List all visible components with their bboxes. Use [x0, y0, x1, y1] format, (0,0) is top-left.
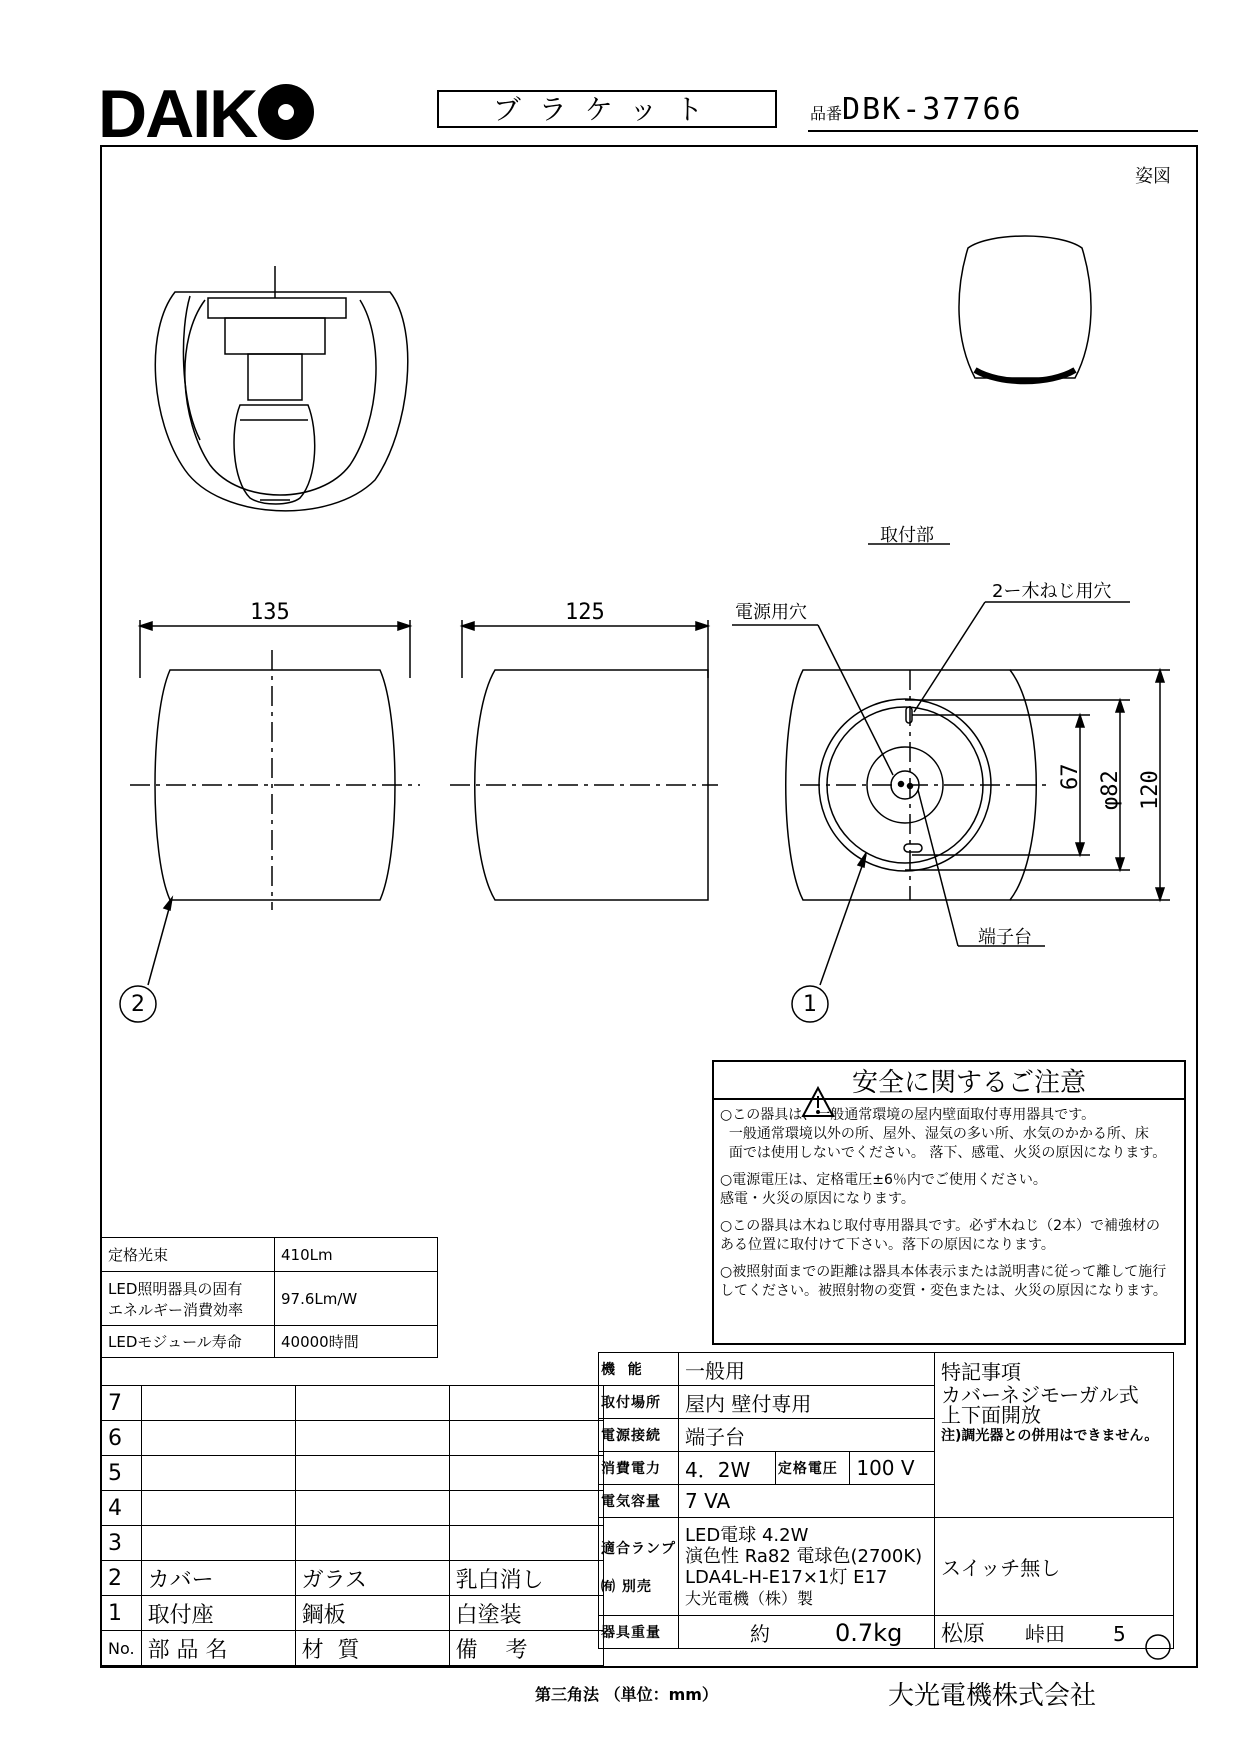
projection-note: 第三角法 （単位：mm） [535, 1685, 718, 1704]
notes-cell [935, 1353, 1174, 1518]
lamp-sold-separately: ㈲ 別売 [601, 1578, 652, 1595]
terminal-label: 端子台 [978, 927, 1032, 948]
weight-label: 器具重量 [599, 1616, 679, 1649]
function-table [598, 1352, 1174, 1649]
lamp-line: 演色性 Ra82 電球色(2700K) [685, 1545, 923, 1567]
mount-place-label: 取付場所 [599, 1386, 679, 1419]
dim-125: 125 [565, 600, 605, 625]
lamp-label: 適合ランプ [601, 1540, 676, 1557]
part-number-value: DBK-37766 [842, 92, 1023, 127]
part-no: 4 [102, 1491, 142, 1526]
drafter: 松原 [941, 1621, 986, 1647]
part-name [141, 1491, 295, 1526]
dim-67: 67 [1058, 763, 1083, 790]
part-name [141, 1526, 295, 1561]
checker: 峠田 [1025, 1621, 1066, 1646]
caution-item: ○この器具は、一般通常環境の屋内壁面取付専用器具です。 一般通常環境以外の所、屋外、湿気の多い所、水気のかかる所、床 面では使用しないでください。 落下、感電、火災の原因になります。 [720, 1107, 1167, 1161]
part-note: 白塗装 [449, 1596, 603, 1631]
caution-item: ○電源電圧は、定格電圧±6％内でご使用ください。 感電・火災の原因になります。 [720, 1172, 1047, 1207]
safety-caution-box [712, 1060, 1186, 1345]
spec-value: 97.6Lm/W [275, 1272, 438, 1326]
part-material [295, 1526, 449, 1561]
lamp-line: LDA4L-H-E17×1灯 E17 [685, 1566, 888, 1588]
company-name: 大光電機株式会社 [888, 1681, 1097, 1711]
callout-2-number: 2 [131, 992, 145, 1017]
part-material [295, 1456, 449, 1491]
small-iso-view [959, 236, 1091, 381]
caution-title [714, 1062, 1184, 1100]
weight-prefix: 約 [750, 1621, 770, 1646]
switch-note: スイッチ無し [935, 1518, 1174, 1616]
function-label: 機 能 [599, 1353, 679, 1386]
caution-title-text: 安全に関するご注意 [851, 1067, 1086, 1098]
part-no: 7 [102, 1386, 142, 1421]
power-value: 4．2W [679, 1452, 776, 1485]
part-note [449, 1526, 603, 1561]
parts-table [101, 1385, 604, 1666]
part-name [141, 1421, 295, 1456]
part-name [141, 1456, 295, 1491]
part-note [449, 1491, 603, 1526]
power-label: 消費電力 [599, 1452, 679, 1485]
spec-table [101, 1237, 438, 1358]
dim-135: 135 [250, 600, 290, 625]
power-hole-label: 電源用穴 [735, 602, 807, 623]
header-no: No. [102, 1631, 142, 1666]
rated-voltage-label: 定格電圧 [775, 1452, 849, 1485]
part-no: 2 [102, 1561, 142, 1596]
part-no: 5 [102, 1456, 142, 1491]
part-note [449, 1456, 603, 1491]
capacity-value: 7 VA [679, 1485, 935, 1518]
header-name: 部 品 名 [141, 1631, 295, 1666]
part-name: 取付座 [141, 1596, 295, 1631]
notes-title: 特記事項 [941, 1360, 1021, 1384]
side-view [450, 620, 718, 900]
lamp-line: 大光電機（株）製 [685, 1588, 814, 1608]
caution-item: ○この器具は木ねじ取付専用器具です。必ず木ねじ（2本）で補強材の ある位置に取付けて下さい。落下の原因になります。 [720, 1218, 1161, 1253]
weight-cell [679, 1616, 935, 1649]
header-note: 備 考 [449, 1631, 603, 1666]
view-label: 姿図 [1135, 166, 1171, 187]
part-material [295, 1386, 449, 1421]
spec-label: LED照明器具の固有 エネルギー消費効率 [102, 1272, 275, 1326]
conn-label: 電源接続 [599, 1419, 679, 1452]
weight-value: 0.7kg [835, 1618, 903, 1647]
mount-place-value: 屋内 壁付専用 [679, 1386, 935, 1419]
part-material [295, 1421, 449, 1456]
spec-label: 定格光束 [102, 1238, 275, 1272]
screw-hole-label: 2ー木ねじ用穴 [992, 581, 1112, 602]
spec-value: 410Lm [275, 1238, 438, 1272]
part-name [141, 1386, 295, 1421]
sign-cell [935, 1616, 1174, 1649]
perspective-view [155, 266, 407, 511]
function-value: 一般用 [679, 1353, 935, 1386]
lamp-info [679, 1518, 935, 1616]
revision: 5 [1113, 1621, 1126, 1646]
dim-120: 120 [1138, 770, 1163, 810]
conn-value: 端子台 [679, 1419, 935, 1452]
callout-1-number: 1 [803, 992, 817, 1017]
part-material [295, 1491, 449, 1526]
part-no: 1 [102, 1596, 142, 1631]
header-material: 材 質 [295, 1631, 449, 1666]
notes-line: カバーネジモーガル式 [941, 1383, 1139, 1407]
notes-line: 上下面開放 [941, 1403, 1041, 1427]
part-no: 6 [102, 1421, 142, 1456]
front-view [130, 620, 420, 985]
capacity-label: 電気容量 [599, 1485, 679, 1518]
mount-label: 取付部 [880, 525, 934, 546]
part-name: カバー [141, 1561, 295, 1596]
caution-item: ○被照射面までの距離は器具本体表示または説明書に従って離して施行 してください。被照射物の変質・変色または、火災の原因になります。 [720, 1264, 1167, 1299]
part-no: 3 [102, 1526, 142, 1561]
part-note: 乳白消し [449, 1561, 603, 1596]
dim-82: φ82 [1098, 770, 1123, 810]
spec-value: 40000時間 [275, 1326, 438, 1358]
daiko-logo: DAIK [98, 80, 314, 148]
part-note [449, 1421, 603, 1456]
rated-voltage-value: 100 V [850, 1452, 935, 1485]
part-number-label: 品番 [810, 104, 843, 123]
part-note [449, 1386, 603, 1421]
part-material: ガラス [295, 1561, 449, 1596]
spec-label: LEDモジュール寿命 [102, 1326, 275, 1358]
lamp-line: LED電球 4.2W [685, 1524, 809, 1546]
notes-line: 注)調光器との併用はできません。 [941, 1428, 1159, 1444]
part-material: 鋼板 [295, 1596, 449, 1631]
product-title: ブラケット [437, 90, 777, 128]
lamp-label-cell [599, 1518, 679, 1616]
